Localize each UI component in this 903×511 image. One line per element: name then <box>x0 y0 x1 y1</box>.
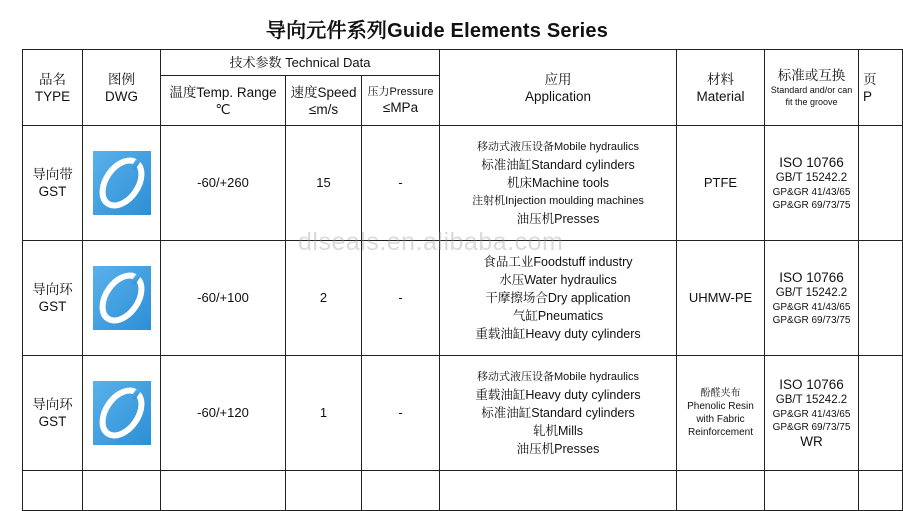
page-cell <box>859 126 903 241</box>
page-cell <box>859 241 903 356</box>
header-dwg: 图例 DWG <box>83 50 161 126</box>
speed-cell: 1 <box>286 356 362 471</box>
standard-cell: ISO 10766 GB/T 15242.2 GP&GR 41/43/65 GP&GR 69/73/75 <box>765 126 859 241</box>
table-row <box>23 241 903 356</box>
guide-ring-icon <box>93 266 151 330</box>
guide-elements-table <box>22 49 903 511</box>
header-technical-data: 技术参数 Technical Data <box>161 50 440 76</box>
speed-cell: 2 <box>286 241 362 356</box>
guide-ring-icon <box>93 381 151 445</box>
dwg-cell <box>83 241 161 356</box>
pressure-cell: - <box>362 356 440 471</box>
application-cell: 食品工业Foodstuff industry 水压Water hydraulics 干摩擦场合Dry application 气缸Pneumatics 重载油缸Heavy duty cylinders <box>440 241 677 356</box>
header-application: 应用 Application <box>440 50 677 126</box>
temp-cell: -60/+100 <box>161 241 286 356</box>
temp-cell: -60/+260 <box>161 126 286 241</box>
application-cell: 移动式液压设备Mobile hydraulics 标准油缸Standard cylinders 机床Machine tools 注射机Injection moulding machines 油压机Presses <box>440 126 677 241</box>
pressure-cell: - <box>362 241 440 356</box>
table-row <box>23 356 903 471</box>
material-cell: PTFE <box>677 126 765 241</box>
header-standard: 标准或互换 Standard and/or can fit the groove <box>765 50 859 126</box>
watermark: dlseals.en.alibaba.com <box>298 228 564 256</box>
material-cell: UHMW-PE <box>677 241 765 356</box>
type-cell: 导向环 GST <box>23 241 83 356</box>
guide-ring-icon <box>93 151 151 215</box>
type-cell: 导向环 GST <box>23 356 83 471</box>
temp-cell: -60/+120 <box>161 356 286 471</box>
header-type: 品名 TYPE <box>23 50 83 126</box>
page-cell <box>859 356 903 471</box>
header-row-1 <box>23 50 903 76</box>
dwg-cell <box>83 356 161 471</box>
header-speed: 速度Speed ≤m/s <box>286 76 362 126</box>
material-cell: 酚醛夹布 Phenolic Resin with Fabric Reinforcement <box>677 356 765 471</box>
header-material: 材料 Material <box>677 50 765 126</box>
standard-cell: ISO 10766 GB/T 15242.2 GP&GR 41/43/65 GP&GR 69/73/75 WR <box>765 356 859 471</box>
table-row <box>23 126 903 241</box>
pressure-cell: - <box>362 126 440 241</box>
application-cell: 移动式液压设备Mobile hydraulics 重载油缸Heavy duty cylinders 标准油缸Standard cylinders 轧机Mills 油压机Presses <box>440 356 677 471</box>
dwg-cell <box>83 126 161 241</box>
page-title: 导向元件系列Guide Elements Series <box>265 20 609 42</box>
header-page: 页 P <box>859 50 903 126</box>
type-cell: 导向带 GST <box>23 126 83 241</box>
speed-cell: 15 <box>286 126 362 241</box>
header-pressure: 压力Pressure ≤MPa <box>362 76 440 126</box>
standard-cell: ISO 10766 GB/T 15242.2 GP&GR 41/43/65 GP&GR 69/73/75 <box>765 241 859 356</box>
header-temp: 温度Temp. Range ℃ <box>161 76 286 126</box>
table-row-partial <box>23 471 903 511</box>
